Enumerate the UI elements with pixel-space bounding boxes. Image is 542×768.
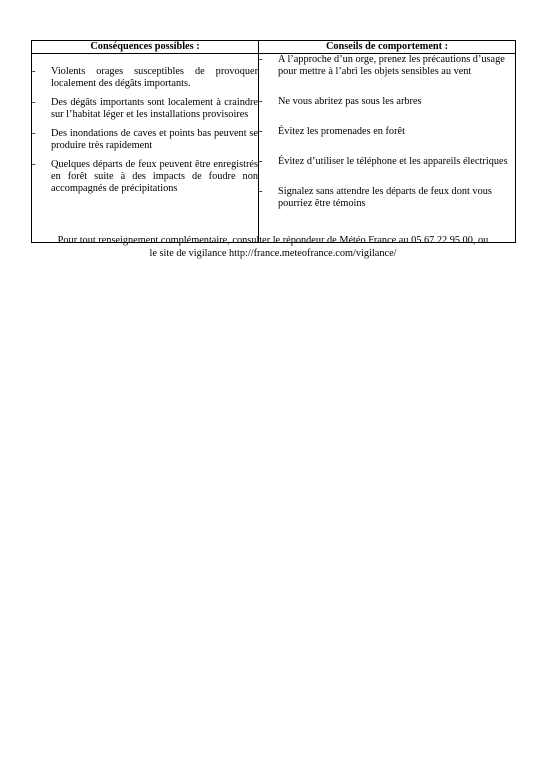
list-marker: - — [32, 159, 36, 170]
list-marker: - — [259, 156, 263, 167]
advice-text: Évitez d’utiliser le téléphone et les appareils électriques — [278, 156, 508, 167]
advice-item — [259, 156, 515, 168]
consequence-text: Violents orages susceptibles de provoquer localement des dégâts importants. — [51, 66, 258, 89]
footer-line-website: le site de vigilance http://france.meteofrance.com/vigilance/ — [149, 248, 397, 259]
advice-item — [259, 96, 515, 108]
advice-item — [259, 186, 515, 210]
contact-footer — [31, 234, 515, 260]
advice-item — [259, 126, 515, 138]
consequence-item — [32, 66, 258, 90]
footer-line-phone: Pour tout renseignement complémentaire, consulter le répondeur de Météo France au 05 67 22 95 00, ou — [57, 235, 489, 246]
list-marker: - — [259, 126, 263, 137]
consequence-item — [32, 159, 258, 195]
list-marker: - — [32, 97, 36, 108]
consequence-item — [32, 128, 258, 152]
consequence-item — [32, 97, 258, 121]
list-marker: - — [259, 96, 263, 107]
consequence-text: Quelques départs de feux peuvent être enregistrés en forêt suite à des impacts de foudre non accompagnés de précipitations — [51, 159, 258, 194]
advice-text: Signalez sans attendre les départs de feux dont vous pourriez être témoins — [278, 186, 492, 209]
advice-text: Ne vous abritez pas sous les arbres — [278, 96, 422, 107]
list-marker: - — [259, 186, 263, 197]
list-marker: - — [259, 54, 263, 65]
vigilance-table — [31, 40, 516, 243]
consequences-cell — [32, 54, 259, 243]
list-marker: - — [32, 128, 36, 139]
consequences-list — [32, 66, 258, 195]
advice-text: Évitez les promenades en forêt — [278, 126, 405, 137]
consequences-header: Conséquences possibles : — [32, 41, 259, 54]
advice-text: A l’approche d’un orge, prenez les précautions d’usage pour mettre à l’abri les objets sensibles au vent — [278, 54, 505, 77]
list-marker: - — [32, 66, 36, 77]
advice-list — [259, 54, 515, 210]
advice-header: Conseils de comportement : — [259, 41, 516, 54]
advice-item — [259, 54, 515, 78]
consequence-text: Des dégâts importants sont localement à craindre sur l’habitat léger et les installations provisoires — [51, 97, 258, 120]
advice-cell — [259, 54, 516, 243]
consequence-text: Des inondations de caves et points bas peuvent se produire très rapidement — [51, 128, 258, 151]
